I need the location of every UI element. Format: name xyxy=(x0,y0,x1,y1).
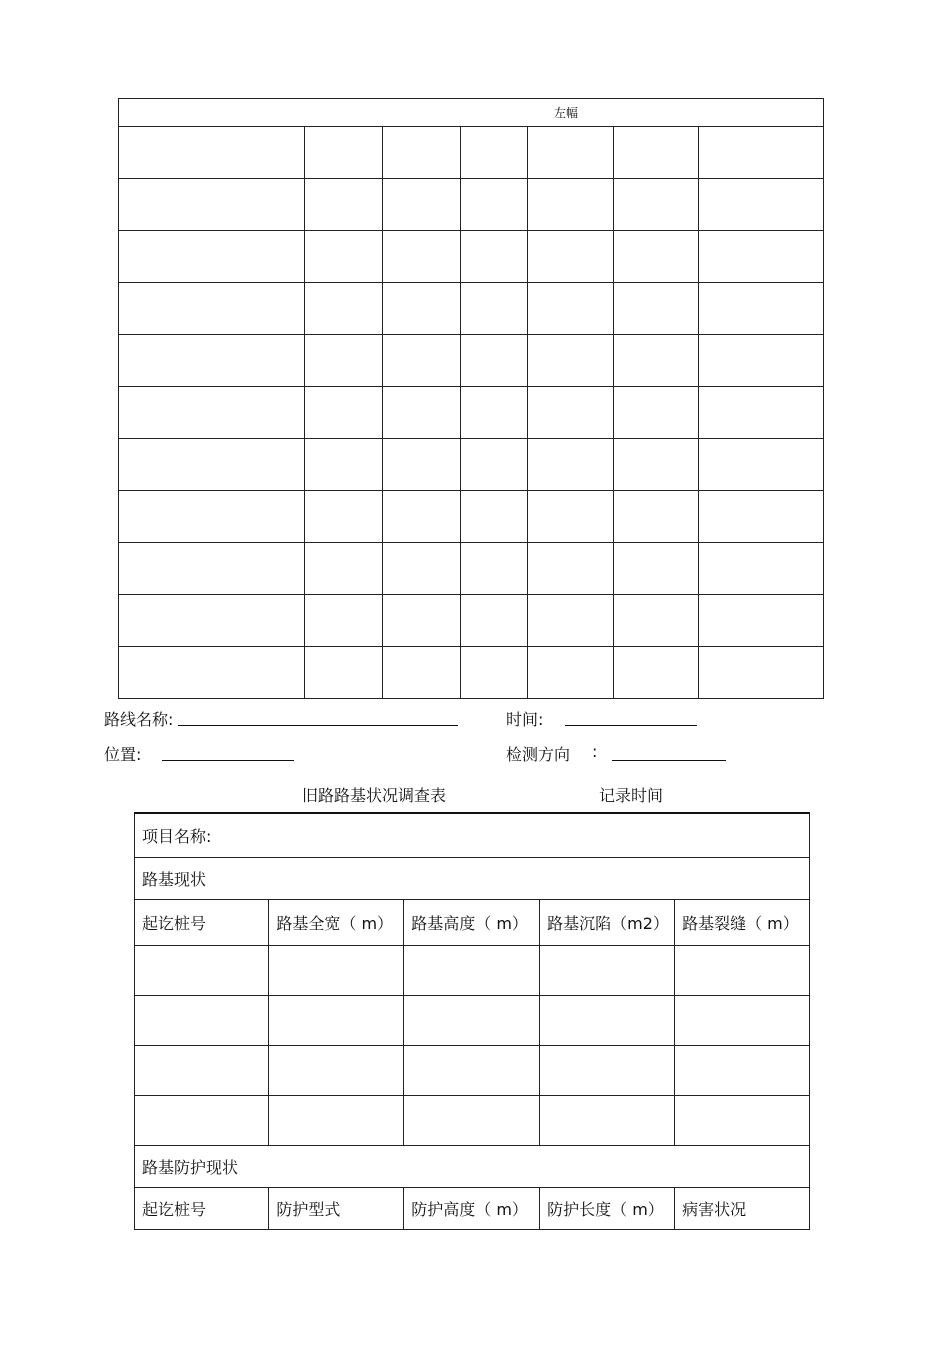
direction-colon: : xyxy=(592,742,598,761)
table-cell[interactable] xyxy=(528,491,614,543)
time-field[interactable] xyxy=(565,725,697,726)
column-header: 防护型式 xyxy=(269,1187,404,1229)
table-cell[interactable] xyxy=(304,283,382,335)
table-cell[interactable] xyxy=(461,283,528,335)
table-cell[interactable] xyxy=(119,595,305,647)
protection-section-label: 路基防护现状 xyxy=(135,1145,810,1187)
table-cell[interactable] xyxy=(528,595,614,647)
table-cell[interactable] xyxy=(382,231,461,283)
time-label: 时间: xyxy=(506,710,544,729)
table-cell[interactable] xyxy=(528,543,614,595)
table-row xyxy=(135,1045,810,1095)
table-cell[interactable] xyxy=(304,231,382,283)
table-cell[interactable] xyxy=(135,995,269,1045)
table-cell[interactable] xyxy=(461,439,528,491)
table-cell[interactable] xyxy=(269,1045,404,1095)
table-cell[interactable] xyxy=(528,283,614,335)
table-cell[interactable] xyxy=(404,995,540,1045)
table-row xyxy=(119,543,824,595)
table-cell[interactable] xyxy=(382,283,461,335)
table-row xyxy=(119,491,824,543)
project-name-label: 项目名称: xyxy=(142,826,212,846)
table-cell[interactable] xyxy=(119,439,305,491)
column-header: 防护高度（ m） xyxy=(404,1187,540,1229)
table-cell[interactable] xyxy=(699,647,824,699)
route-name-label: 路线名称: xyxy=(104,710,174,729)
protection-header-row xyxy=(135,1187,810,1229)
table-cell[interactable] xyxy=(461,647,528,699)
table-row xyxy=(119,439,824,491)
table-cell[interactable] xyxy=(304,595,382,647)
table-cell[interactable] xyxy=(304,491,382,543)
table-cell[interactable] xyxy=(382,179,461,231)
table-cell[interactable] xyxy=(461,231,528,283)
table-row xyxy=(119,179,824,231)
table-cell[interactable] xyxy=(614,647,699,699)
table-cell[interactable] xyxy=(699,231,824,283)
table-cell[interactable] xyxy=(382,127,461,179)
table-cell[interactable] xyxy=(119,231,305,283)
table-cell[interactable] xyxy=(540,1095,675,1145)
table-cell[interactable] xyxy=(135,945,269,995)
table-cell[interactable] xyxy=(382,595,461,647)
table-cell[interactable] xyxy=(528,439,614,491)
table-cell[interactable] xyxy=(528,647,614,699)
table-cell[interactable] xyxy=(614,231,699,283)
table-row xyxy=(119,127,824,179)
table-cell[interactable] xyxy=(614,335,699,387)
table-cell[interactable] xyxy=(135,1045,269,1095)
table-row xyxy=(119,647,824,699)
table-cell[interactable] xyxy=(304,439,382,491)
left-width-table xyxy=(118,98,824,699)
column-header: 病害状况 xyxy=(675,1187,810,1229)
protection-section-row xyxy=(135,1145,810,1187)
table-cell[interactable] xyxy=(699,439,824,491)
table-row xyxy=(119,335,824,387)
table-cell[interactable] xyxy=(540,995,675,1045)
table-cell[interactable] xyxy=(119,283,305,335)
table-cell[interactable] xyxy=(614,127,699,179)
table-cell[interactable] xyxy=(461,491,528,543)
table-cell[interactable] xyxy=(528,335,614,387)
table-cell[interactable] xyxy=(404,1095,540,1145)
table-cell[interactable] xyxy=(269,945,404,995)
table-cell[interactable] xyxy=(614,283,699,335)
table-cell[interactable] xyxy=(404,1045,540,1095)
table-cell[interactable] xyxy=(461,387,528,439)
table-cell[interactable] xyxy=(304,543,382,595)
table-cell[interactable] xyxy=(119,543,305,595)
record-time-label: 记录时间 xyxy=(599,786,664,805)
table-cell[interactable] xyxy=(699,387,824,439)
table-row xyxy=(135,1095,810,1145)
table-cell[interactable] xyxy=(119,335,305,387)
table-cell[interactable] xyxy=(135,1095,269,1145)
table-cell[interactable] xyxy=(404,945,540,995)
subgrade-section-label: 路基现状 xyxy=(135,857,810,899)
table-cell[interactable] xyxy=(382,335,461,387)
table-cell[interactable] xyxy=(614,179,699,231)
column-header: 路基高度（ m） xyxy=(404,899,540,945)
table-cell[interactable] xyxy=(528,231,614,283)
table-cell[interactable] xyxy=(699,491,824,543)
table-cell[interactable] xyxy=(119,491,305,543)
table-cell[interactable] xyxy=(614,387,699,439)
table-cell[interactable] xyxy=(119,387,305,439)
table-cell[interactable] xyxy=(304,127,382,179)
table-cell[interactable] xyxy=(304,179,382,231)
table-cell[interactable] xyxy=(699,543,824,595)
table-cell[interactable] xyxy=(461,595,528,647)
table-row xyxy=(119,283,824,335)
table-cell[interactable] xyxy=(614,491,699,543)
table-cell[interactable] xyxy=(382,647,461,699)
left-width-header: 左幅 xyxy=(119,99,824,127)
table-cell[interactable] xyxy=(382,439,461,491)
table-cell[interactable] xyxy=(614,439,699,491)
location-label: 位置: xyxy=(104,745,142,764)
table-cell[interactable] xyxy=(461,179,528,231)
column-header: 起讫桩号 xyxy=(135,899,269,945)
column-header: 路基全宽（ m） xyxy=(269,899,404,945)
column-header: 路基裂缝（ m） xyxy=(675,899,810,945)
table-row xyxy=(135,945,810,995)
table-cell[interactable] xyxy=(675,945,810,995)
direction-field[interactable] xyxy=(612,760,726,761)
table-cell[interactable] xyxy=(461,335,528,387)
subgrade-section-row xyxy=(135,857,810,899)
table-cell[interactable] xyxy=(119,179,305,231)
table-cell[interactable] xyxy=(382,387,461,439)
table-row xyxy=(119,231,824,283)
location-field[interactable] xyxy=(162,760,294,761)
table-row xyxy=(119,595,824,647)
table-cell[interactable] xyxy=(461,127,528,179)
table-cell[interactable] xyxy=(699,335,824,387)
table-cell[interactable] xyxy=(540,1045,675,1095)
column-header: 路基沉陷（m2） xyxy=(540,899,675,945)
table-cell[interactable] xyxy=(528,179,614,231)
table-cell[interactable] xyxy=(382,491,461,543)
table-cell[interactable] xyxy=(675,1095,810,1145)
table-cell[interactable] xyxy=(675,995,810,1045)
table-header-row xyxy=(119,99,824,127)
project-row xyxy=(135,813,810,857)
table-cell[interactable] xyxy=(699,595,824,647)
table-cell[interactable] xyxy=(614,595,699,647)
table-row xyxy=(119,387,824,439)
subgrade-survey-table xyxy=(134,812,810,1230)
table-cell[interactable] xyxy=(675,1045,810,1095)
table-cell[interactable] xyxy=(699,179,824,231)
table-cell[interactable] xyxy=(304,387,382,439)
table-cell[interactable] xyxy=(614,543,699,595)
table-cell[interactable] xyxy=(699,283,824,335)
table-cell[interactable] xyxy=(269,995,404,1045)
table-cell[interactable] xyxy=(119,647,305,699)
table-cell[interactable] xyxy=(304,647,382,699)
column-header: 起讫桩号 xyxy=(135,1187,269,1229)
table-cell[interactable] xyxy=(699,127,824,179)
table-cell[interactable] xyxy=(304,335,382,387)
table-cell[interactable] xyxy=(119,127,305,179)
route-name-field[interactable] xyxy=(178,725,458,726)
survey-title: 旧路路基状况调查表 xyxy=(302,786,447,805)
table-cell[interactable] xyxy=(528,387,614,439)
table-cell[interactable] xyxy=(461,543,528,595)
table-cell[interactable] xyxy=(382,543,461,595)
table-row xyxy=(135,995,810,1045)
table-cell[interactable] xyxy=(540,945,675,995)
project-name-cell[interactable] xyxy=(135,813,810,857)
table-cell[interactable] xyxy=(269,1095,404,1145)
column-header: 防护长度（ m） xyxy=(540,1187,675,1229)
table-cell[interactable] xyxy=(528,127,614,179)
subgrade-header-row xyxy=(135,899,810,945)
direction-label: 检测方向 xyxy=(506,745,571,764)
